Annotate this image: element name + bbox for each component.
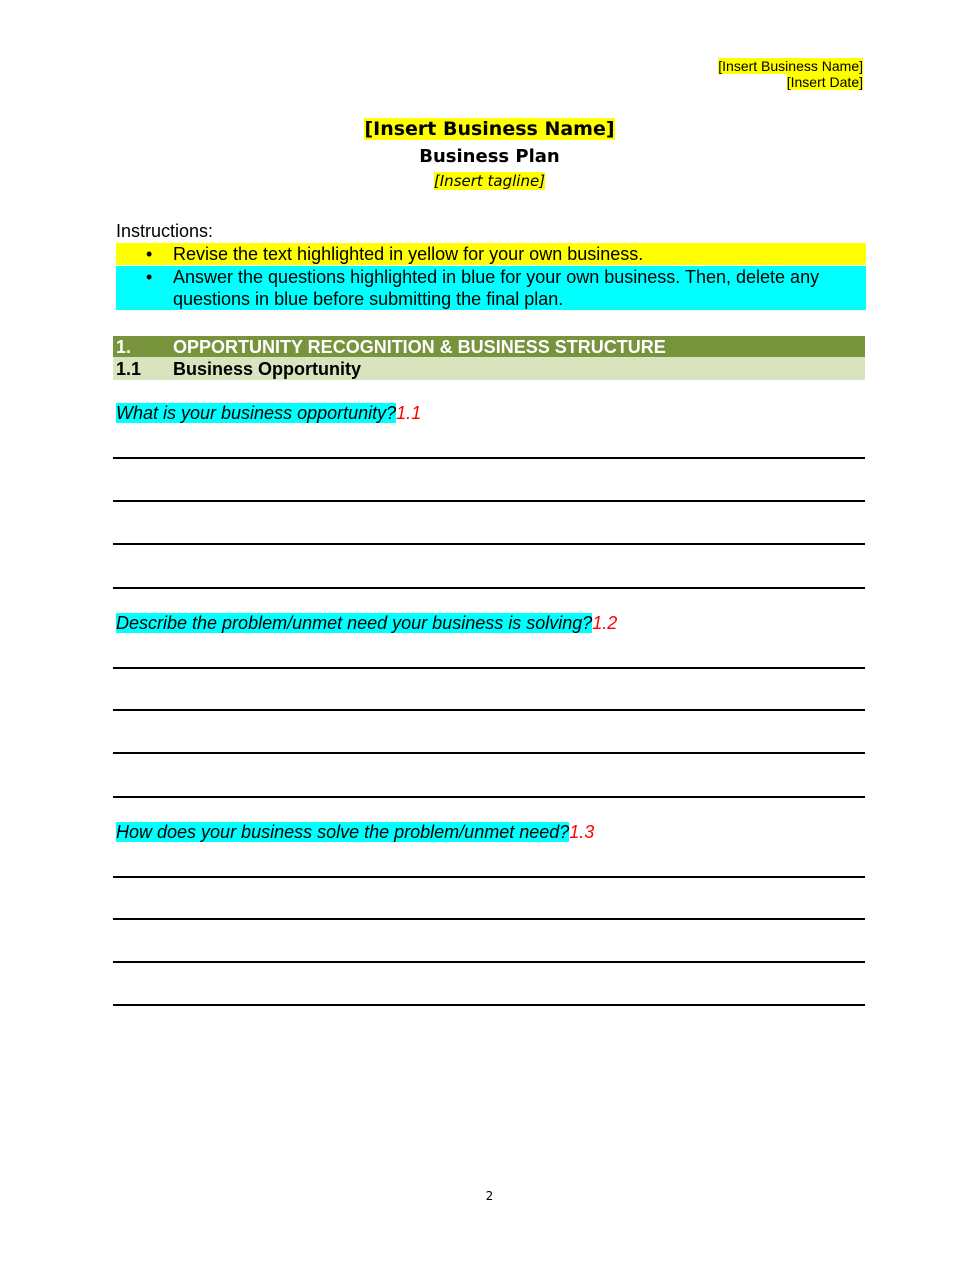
question-1-1 [116,402,421,424]
instruction-text: Revise the text highlighted in yellow for your own business. [173,244,644,264]
answer-line[interactable] [113,796,865,798]
question-1-2 [116,612,617,634]
header-business-name: [Insert Business Name] [718,58,863,74]
answer-line[interactable] [113,1004,865,1006]
instruction-item-blue [116,266,866,310]
instruction-text: Answer the questions highlighted in blue for your own business. Then, delete any questions in blue before submitting the final plan. [173,267,820,309]
question-text: What is your business opportunity? [116,403,397,423]
answer-line[interactable] [113,500,865,502]
question-1-3 [116,821,594,843]
answer-line[interactable] [113,543,865,545]
title-block [0,116,979,191]
instructions-label: Instructions: [116,221,214,241]
answer-line[interactable] [113,457,865,459]
answer-line[interactable] [113,587,865,589]
header-date: [Insert Date] [786,74,863,90]
question-text: How does your business solve the problem/unmet need? [116,822,570,842]
section-title: OPPORTUNITY RECOGNITION & BUSINESS STRUCTURE [173,337,666,357]
page-header [718,58,863,90]
subsection-title: Business Opportunity [173,359,362,379]
page-number: 2 [485,1189,494,1203]
doc-subtitle: Business Plan [419,146,560,167]
answer-line[interactable] [113,709,865,711]
question-ref: 1.2 [592,613,618,633]
subsection-number: 1.1 [116,359,142,379]
section-heading [113,336,865,357]
bullet-icon: • [146,244,153,264]
answer-line[interactable] [113,918,865,920]
answer-line[interactable] [113,876,865,878]
question-ref: 1.3 [569,822,595,842]
answer-line[interactable] [113,961,865,963]
doc-title: [Insert Business Name] [364,118,615,140]
answer-line[interactable] [113,667,865,669]
question-ref: 1.1 [396,403,422,423]
instruction-item-yellow [116,243,866,265]
doc-tagline: [Insert tagline] [433,172,546,190]
question-text: Describe the problem/unmet need your business is solving? [116,613,593,633]
bullet-icon: • [146,267,153,287]
section-number: 1. [116,337,132,357]
subsection-heading [113,357,865,380]
answer-line[interactable] [113,752,865,754]
instructions [116,220,866,310]
